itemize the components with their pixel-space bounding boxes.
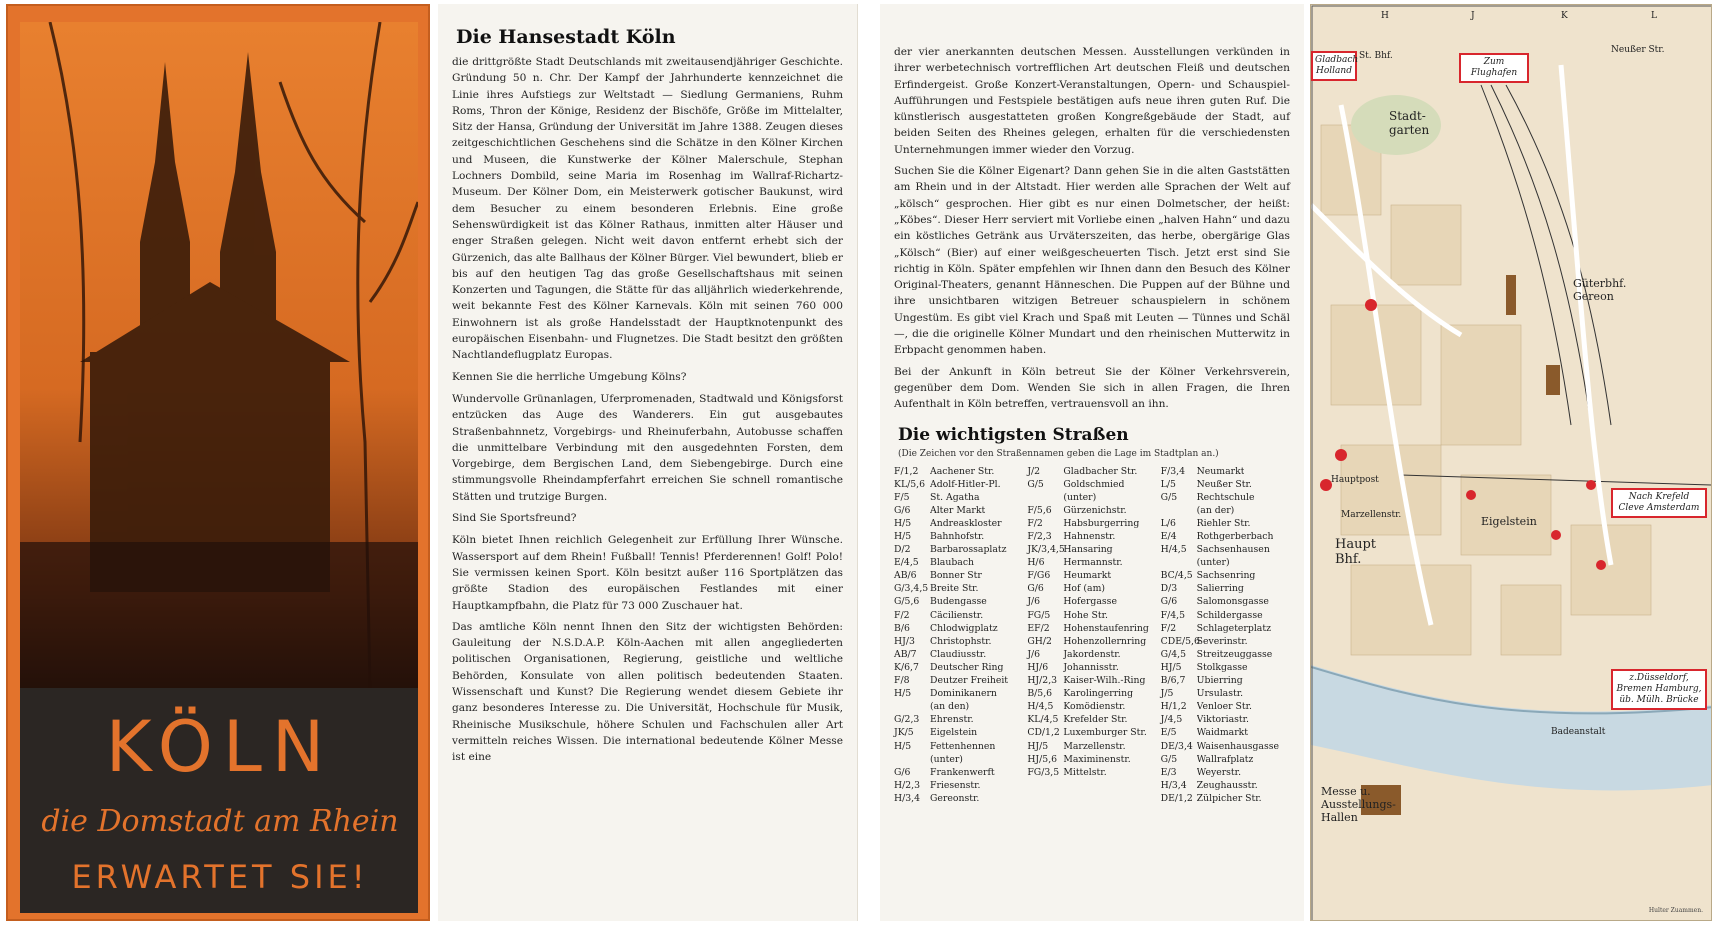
street-name: Aachener Str.	[930, 465, 995, 477]
street-name: Rechtschule	[1196, 491, 1255, 503]
sport-paragraph: Köln bietet Ihnen reichlich Gelegenheit zur Erfüllung Ihrer Wünsche. Wassersport auf dem Rhein! Fußball! Tennis! Pferderennen! Golf! Polo! Sie vermissen keinen Sport. Köln besitzt außer 116 Sportplätzen das größte Stadion des europäischen Festlandes mit einer Hauptkampfbahn, die Platz für 73 000 Zuschauer hat.	[452, 534, 843, 612]
street-square: F/3,4	[1160, 465, 1186, 477]
street-name: Bonner Str	[930, 570, 982, 582]
street-square: B/5,6	[1027, 688, 1053, 700]
cathedral-photo	[20, 22, 418, 688]
question-sport: Sind Sie Sportsfreund?	[452, 512, 577, 525]
street-entry	[1161, 648, 1290, 661]
street-square: DE/1,2	[1160, 792, 1193, 804]
street-entry	[894, 517, 1023, 530]
street-square: E/4,5	[894, 557, 919, 569]
street-entry	[1161, 792, 1290, 805]
map-box-krefeld: Nach Krefeld Cleve Amsterdam	[1611, 488, 1707, 518]
street-square: B/6	[894, 622, 910, 634]
street-entry	[894, 674, 1023, 687]
cathedral-illustration	[20, 22, 418, 688]
street-square: F/2	[1027, 517, 1043, 529]
street-square: G/2,3	[894, 714, 920, 726]
cover-title: KÖLN	[105, 706, 335, 788]
street-entry	[1161, 478, 1290, 491]
street-entry	[1161, 543, 1290, 556]
street-square: AB/7	[894, 648, 917, 660]
street-entry	[894, 700, 1023, 713]
street-name: Neußer Str.	[1196, 478, 1252, 490]
street-entry	[1027, 740, 1156, 753]
street-name: Gladbacher Str.	[1063, 465, 1138, 477]
street-name: Johannisstr.	[1063, 661, 1119, 673]
street-entry	[894, 543, 1023, 556]
street-square: F/2,3	[1027, 531, 1052, 542]
street-square: G/6	[1027, 583, 1044, 595]
street-entry	[894, 753, 1023, 766]
street-entry	[894, 595, 1023, 608]
street-square: F/5	[894, 491, 910, 503]
intro-paragraph: die drittgrößte Stadt Deutschlands mit zweitausendjähriger Geschichte. Gründung 50 n. Chr. Der Kampf der Jahrhunderte kennzeichnet die Linie ihres Aufstiegs zur Weltstadt — Siedlung Germaniens, Ruhm Roms, Thron der Könige, Residenz der Bischöfe, Größe im Mittelalter, Sitz der Hansa, Gründung der Universität im Jahre 1388. Zeugen dieses zeitgeschichtlichen Geschehens sind die Schätze in den Kölner Kirchen und Museen, die Kunstwerke der Kölner Malerschule, Stephan Lochners Dombild, seine Maria im Rosenhag im Wallraf-Richartz-Museum. Der Kölner Dom, ein Meisterwerk gotischer Baukunst, wird dem Besucher zu einem besonderen Erlebnis. Eine große Sehenswürdigkeit ist das Kölner Rathaus, inmitten alter Häuser und enger Straßen gelegen. Nicht weit davon entfernt erhebt sich der Gürzenich, das alte Ballhaus der Kölner Bürger. Viel bewundert, blieb er bis auf den heutigen Tag das große Gesellschaftshaus mit seinen Konzerten und Tagungen, die Stätte für das alljährlich wiederkehrende, weit bekannte Fest des Kölner Karnevals. Köln mit seinen 760 000 Einwohnern ist als große Handelsstadt der Hauptknotenpunkt des europäischen Eisenbahn- und Flugnetzes. Die Stadt besitzt den größten Nachtlandeflugplatz Europas.	[452, 56, 843, 362]
street-square: CD/1,2	[1027, 727, 1060, 739]
street-square: EF/2	[1027, 622, 1050, 634]
street-name: Budengasse	[930, 596, 987, 608]
street-entry	[1161, 635, 1290, 648]
street-square: KL/4,5	[1027, 714, 1059, 726]
street-entry	[894, 740, 1023, 753]
street-entry	[1161, 700, 1290, 713]
street-name: Hohenzollernring	[1063, 635, 1147, 647]
street-name: Chlodwigplatz	[930, 622, 998, 634]
street-square: G/3,4,5	[894, 583, 929, 595]
street-entry	[894, 779, 1023, 792]
street-square: H/2,3	[894, 779, 921, 791]
street-name: Eigelstein	[930, 727, 978, 739]
street-square: G/5	[1160, 491, 1178, 503]
street-name: Riehler Str.	[1196, 517, 1251, 529]
page-hansestadt	[438, 4, 858, 921]
street-square: J/5	[1160, 688, 1174, 700]
street-entry	[1027, 726, 1156, 739]
street-name: Christophstr.	[930, 635, 992, 647]
street-name: Neumarkt	[1196, 465, 1245, 477]
street-name: Heumarkt	[1063, 570, 1112, 582]
street-square: F/4,5	[1160, 609, 1186, 621]
street-name: Hansaring	[1063, 544, 1113, 556]
street-entry	[1161, 622, 1290, 635]
street-name: Schildergasse	[1196, 609, 1263, 621]
cover-subtitle: die Domstadt am Rhein	[41, 804, 399, 839]
street-entry	[1161, 609, 1290, 622]
map-label-stbhf: St. Bhf.	[1359, 51, 1393, 61]
street-entry	[894, 556, 1023, 569]
street-name: Deutscher Ring	[930, 661, 1004, 673]
street-entry	[894, 478, 1023, 491]
street-entry	[894, 792, 1023, 805]
street-entry	[1161, 726, 1290, 739]
map-credit: Hulter Zuammen.	[1648, 907, 1703, 914]
street-entry	[894, 635, 1023, 648]
street-name: Krefelder Str.	[1063, 714, 1128, 726]
street-square: H/5	[894, 740, 912, 752]
street-name: (unter)	[930, 753, 963, 765]
street-entry	[1161, 766, 1290, 779]
map-box-gladbach: Gladbach Holland	[1311, 51, 1357, 81]
street-square: H/4,5	[1160, 544, 1187, 556]
street-name: Gürzenichstr.	[1063, 504, 1127, 516]
map-label-stadtgarten: Stadt-garten	[1389, 109, 1430, 137]
street-square: HJ/5	[1027, 740, 1049, 752]
street-entry	[894, 687, 1023, 700]
street-name: Sachsenring	[1196, 570, 1256, 582]
street-name: Blaubach	[930, 557, 975, 569]
street-entry	[1161, 740, 1290, 753]
street-entry	[894, 465, 1023, 478]
street-name: Ubierring	[1196, 675, 1243, 687]
street-square: G/4,5	[1160, 648, 1187, 660]
street-square: FG/3,5	[1027, 766, 1060, 778]
street-entry	[1161, 582, 1290, 595]
street-square: J/6	[1027, 596, 1041, 608]
map-label-eigelstein: Eigelstein	[1481, 515, 1537, 528]
street-square: G/5,6	[894, 596, 920, 608]
street-square: F/G6	[1027, 570, 1051, 582]
street-entry	[1161, 595, 1290, 608]
street-entry	[1027, 635, 1156, 648]
street-name: Venloer Str.	[1196, 701, 1252, 713]
street-square: H/5	[894, 688, 912, 700]
street-name: Karolingerring	[1063, 688, 1134, 700]
street-name: St. Agatha	[930, 491, 980, 503]
street-entry	[894, 766, 1023, 779]
street-square	[1027, 792, 1063, 805]
street-square: J/2	[1027, 465, 1041, 477]
street-name: Adolf-Hitler-Pl.	[930, 478, 1001, 490]
street-entry	[1027, 543, 1156, 556]
map-label-messe: Messe u. Ausstellungs-Hallen	[1321, 785, 1396, 824]
street-entry	[894, 648, 1023, 661]
city-map	[1310, 4, 1712, 921]
street-name: Waidmarkt	[1196, 727, 1249, 739]
street-entry	[1027, 648, 1156, 661]
street-square: H/5	[894, 517, 912, 529]
street-square: HJ/5	[1160, 661, 1182, 673]
street-entry	[1027, 504, 1156, 517]
street-square: E/4	[1160, 531, 1177, 542]
street-square: B/6,7	[1160, 675, 1186, 687]
page-messen	[880, 4, 1304, 921]
street-name: Schlageterplatz	[1196, 622, 1271, 634]
map-graphic	[1311, 5, 1712, 921]
street-square: JK/3,4,5	[1027, 544, 1065, 556]
street-name: Hahnenstr.	[1063, 531, 1116, 542]
street-entry	[894, 569, 1023, 582]
street-name: Viktoriastr.	[1196, 714, 1249, 726]
street-entry	[1027, 622, 1156, 635]
street-name: (unter)	[1063, 491, 1097, 503]
street-name: Severinstr.	[1196, 635, 1248, 647]
map-box-flughafen: Zum Flughafen	[1459, 53, 1529, 83]
street-entry	[1027, 779, 1156, 792]
map-label-hauptpost: Hauptpost	[1331, 475, 1379, 485]
street-entry	[1027, 713, 1156, 726]
street-entry	[1027, 478, 1156, 491]
street-entry	[894, 504, 1023, 517]
street-name: Zeughausstr.	[1196, 779, 1258, 791]
street-square: G/5	[1027, 478, 1044, 490]
eigenart-paragraph: Suchen Sie die Kölner Eigenart? Dann gehen Sie in die alten Gaststätten am Rhein und in der Altstadt. Hier werden alle Sprachen der Welt auf „kölsch“ gesprochen. Hier gibt es nur einen Dolmetscher, der heißt: „Köbes“. Dieser Herr serviert mit Vorliebe einen „halven Hahn“ und dazu ein köstliches Getränk aus Urväterszeiten, das herbe, obergärige Glas „Kölsch“ (Bier) auf einer weißgescheuerten Tisch. Jetzt erst sind Sie richtig in Köln. Später empfehlen wir Ihnen dann den Besuch des Kölner Original-Theaters, genannt Hänneschen. Die Puppen auf der Bühne und ihre unsichtbaren witzigen Betreuer schauspielern in schönem Ungestüm. Es gibt viel Krach und Spaß mit Leuten — Tünnes und Schäl —, die die originelle Kölner Mundart und den rheinischen Mutterwitz in Erbpacht genommen haben.	[894, 165, 1290, 357]
street-square: F/1,2	[894, 465, 919, 477]
street-entry	[1027, 674, 1156, 687]
street-square: L/5	[1160, 478, 1176, 490]
street-entry	[1027, 700, 1156, 713]
street-name: Ursulastr.	[1196, 688, 1244, 700]
street-name: (unter)	[1196, 557, 1230, 569]
street-square: K/6,7	[894, 661, 919, 673]
street-name: Claudiusstr.	[930, 648, 987, 660]
messen-paragraph: der vier anerkannten deutschen Messen. Ausstellungen verkünden in ihrer werbetechnisch vortrefflichen Art deutschen Fleiß und deutschen Erfindergeist. Große Konzert-Veranstaltungen, Opern- und Schauspiel-Aufführungen und Festspiele bestätigen aufs neue ihren guten Ruf. Die künstlerisch ausgestatteten großen Kongreßgebäude der Stadt, auf beiden Seiten des Rheines gelegen, erhalten für die verschiedensten Unternehmungen immer wieder den Vorzug.	[894, 46, 1290, 156]
street-name: Ehrenstr.	[930, 714, 974, 726]
street-square: KL/5,6	[894, 478, 926, 490]
streets-heading: Die wichtigsten Straßen	[898, 424, 1129, 445]
street-square	[1161, 556, 1197, 569]
map-label-hbf: Haupt Bhf.	[1335, 537, 1377, 567]
street-square	[1027, 779, 1063, 792]
street-name: Hofergasse	[1063, 596, 1117, 608]
street-entry	[1027, 792, 1156, 805]
street-square	[894, 700, 930, 713]
street-entry	[1161, 779, 1290, 792]
street-name: Frankenwerft	[930, 766, 995, 778]
street-entry	[894, 530, 1023, 543]
street-square: G/5	[1160, 753, 1178, 765]
street-name: Maximinenstr.	[1063, 753, 1131, 765]
street-name: Gereonstr.	[930, 792, 980, 804]
street-entry	[1027, 609, 1156, 622]
street-square: HJ/3	[894, 635, 915, 647]
street-square: CDE/5,6	[1160, 635, 1200, 647]
street-square: G/6	[1160, 596, 1178, 608]
street-entry	[1161, 569, 1290, 582]
street-name: Fettenhennen	[930, 740, 996, 752]
street-name: Cäcilienstr.	[930, 609, 984, 621]
street-entry	[1027, 753, 1156, 766]
cover-slogan: ERWARTET SIE!	[71, 858, 369, 896]
street-square: BC/4,5	[1160, 570, 1193, 582]
street-square: J/4,5	[1160, 714, 1183, 726]
street-name: Bahnhofstr.	[930, 531, 985, 542]
streets-note: (Die Zeichen vor den Straßennamen geben die Lage im Stadtplan an.)	[898, 448, 1219, 459]
street-name: Komödienstr.	[1063, 701, 1126, 713]
street-name: Alter Markt	[930, 504, 986, 516]
street-square: DE/3,4	[1160, 740, 1193, 752]
street-entry	[894, 609, 1023, 622]
street-entry	[1161, 556, 1290, 569]
street-entry	[1027, 661, 1156, 674]
street-name: Waisenhausgasse	[1196, 740, 1280, 752]
street-entry	[1161, 491, 1290, 504]
street-square: GH/2	[1027, 635, 1052, 647]
street-square: HJ/2,3	[1027, 675, 1058, 687]
street-name: Luxemburger Str.	[1063, 727, 1147, 739]
street-name: Weyerstr.	[1196, 766, 1242, 778]
street-square: HJ/6	[1027, 661, 1049, 673]
street-square: D/3	[1160, 583, 1178, 595]
street-square: L/6	[1160, 517, 1176, 529]
street-name: Andreaskloster	[930, 517, 1002, 529]
street-entry	[894, 622, 1023, 635]
street-name: Hohenstaufenring	[1063, 622, 1149, 634]
street-square	[1161, 504, 1197, 517]
street-entry	[894, 582, 1023, 595]
street-square: H/6	[1027, 557, 1045, 569]
street-entry	[1161, 530, 1290, 543]
street-square: H/3,4	[894, 792, 921, 804]
street-entry	[1161, 661, 1290, 674]
map-grid-letter: J	[1471, 11, 1475, 21]
street-entry	[1161, 713, 1290, 726]
street-square: AB/6	[894, 570, 917, 582]
street-name: Habsburgerring	[1063, 517, 1140, 529]
street-entry	[1161, 753, 1290, 766]
street-name: (an der)	[1196, 504, 1235, 516]
street-name: Breite Str.	[930, 583, 979, 595]
street-name: Stolkgasse	[1196, 661, 1248, 673]
street-square: F/5,6	[1027, 504, 1052, 516]
street-square: H/4,5	[1027, 701, 1054, 713]
street-entry	[1027, 517, 1156, 530]
ankunft-paragraph: Bei der Ankunft in Köln betreut Sie der Kölner Verkehrsverein, gegenüber dem Dom. Wenden Sie sich in allen Fragen, die Ihren Aufenthalt in Köln betreffen, vertrauensvoll an ihn.	[894, 365, 1290, 411]
street-square: D/2	[894, 544, 911, 556]
street-entry	[1161, 674, 1290, 687]
behoerden-paragraph: Das amtliche Köln nennt Ihnen den Sitz der wichtigsten Behörden: Gauleitung der N.S.D.A.P. Köln-Aachen mit allen angegliederten politischen Organisationen, Regierung, geistliche und weltliche Behörden, Konsulate von allen politisch bedeutenden Staaten. Wissenschaft und Kunst? Die Regierung wendet diesem Gebiete ihr ganz besonderes Interesse zu. Die Universität, Hochschule für Musik, Rheinische Musikschule, höhere Schulen und Fachschulen aller Art vermitteln reiches Wissen. Die international bedeutende Kölner Messe ist eine	[452, 620, 843, 764]
street-entry	[1027, 766, 1156, 779]
street-name: Mittelstr.	[1063, 766, 1107, 778]
street-name: Streitzeuggasse	[1196, 648, 1273, 660]
street-square: H/3,4	[1160, 779, 1187, 791]
street-entry	[894, 726, 1023, 739]
street-name: Friesenstr.	[930, 779, 981, 791]
street-square: H/5	[894, 531, 912, 542]
map-grid-letter: L	[1651, 11, 1657, 21]
street-name: Deutzer Freiheit	[930, 675, 1009, 687]
street-name: Dominikanern	[930, 688, 997, 700]
street-square: F/2	[1160, 622, 1177, 634]
street-name: Barbarossaplatz	[930, 544, 1007, 556]
street-name: Marzellenstr.	[1063, 740, 1126, 752]
street-entry	[1161, 687, 1290, 700]
street-square	[1027, 491, 1063, 504]
street-entry	[1161, 465, 1290, 478]
street-square: E/5	[1160, 727, 1177, 739]
street-name: Zülpicher Str.	[1196, 792, 1262, 804]
question-umgebung: Kennen Sie die herrliche Umgebung Kölns?	[452, 370, 687, 383]
street-square: G/6	[894, 504, 911, 516]
street-square	[894, 753, 930, 766]
map-label-gueterbhf: Güterbhf. Gereon	[1573, 277, 1627, 303]
map-label-neusserstr: Neußer Str.	[1611, 45, 1665, 55]
street-name: Kaiser-Wilh.-Ring	[1063, 675, 1146, 687]
street-entry	[894, 491, 1023, 504]
page-heading: Die Hansestadt Köln	[456, 26, 676, 48]
umgebung-paragraph: Wundervolle Grünanlagen, Uferpromenaden, Stadtwald und Königsforst entzücken das Auge des Wanderers. Ein gut ausgebautes Straßenbahnnetz, Vorgebirgs- und Rheinuferbahn, Autobusse schaffen die unmittelbare Verbindung mit den ausgedehnten Forsten, dem Vorgebirge, dem Bergischen Land, dem Siebengebirge. Durch eine stimmungsvolle Rheindampferfahrt erreichen Sie schnell romantische Stätten und trutzige Burgen.	[452, 392, 843, 503]
street-entry	[894, 713, 1023, 726]
street-name: Wallrafplatz	[1196, 753, 1254, 765]
map-label-badeanstalt: Badeanstalt	[1551, 727, 1606, 737]
street-square: F/2	[894, 609, 910, 621]
street-entry	[1161, 504, 1290, 517]
street-square: E/3	[1160, 766, 1177, 778]
street-entry	[1027, 569, 1156, 582]
street-entry	[1027, 556, 1156, 569]
street-name: Jakordenstr.	[1063, 648, 1121, 660]
street-name: Goldschmied	[1063, 478, 1125, 490]
street-name: Sachsenhausen	[1196, 544, 1270, 556]
street-entry	[1027, 530, 1156, 543]
map-label-marzellenstr: Marzellenstr.	[1341, 510, 1402, 520]
map-grid-letter: K	[1561, 11, 1568, 21]
street-entry	[894, 661, 1023, 674]
map-box-duesseldorf: z.Düsseldorf, Bremen Hamburg, üb. Mülh. Brücke	[1611, 669, 1707, 710]
street-name: Hof (am)	[1063, 583, 1106, 595]
street-square: HJ/5,6	[1027, 753, 1058, 765]
street-entry	[1027, 595, 1156, 608]
street-entry	[1161, 517, 1290, 530]
map-grid-letter: H	[1381, 11, 1389, 21]
street-square: J/6	[1027, 648, 1041, 660]
street-square: FG/5	[1027, 609, 1051, 621]
street-square: JK/5	[894, 727, 914, 739]
cover-panel	[6, 4, 430, 921]
street-name: (an den)	[930, 701, 970, 713]
street-entry	[1027, 687, 1156, 700]
street-entry	[1027, 491, 1156, 504]
streets-index	[894, 465, 1290, 805]
street-name: Salierring	[1196, 583, 1244, 595]
street-name: Rothgerberbach	[1196, 531, 1274, 542]
street-square: G/6	[894, 766, 911, 778]
street-square: H/1,2	[1160, 701, 1187, 713]
street-entry	[1027, 582, 1156, 595]
street-name: Hohe Str.	[1063, 609, 1108, 621]
street-square: F/8	[894, 675, 910, 687]
street-name: Hermannstr.	[1063, 557, 1123, 569]
street-entry	[1027, 465, 1156, 478]
street-name: Salomonsgasse	[1196, 596, 1269, 608]
